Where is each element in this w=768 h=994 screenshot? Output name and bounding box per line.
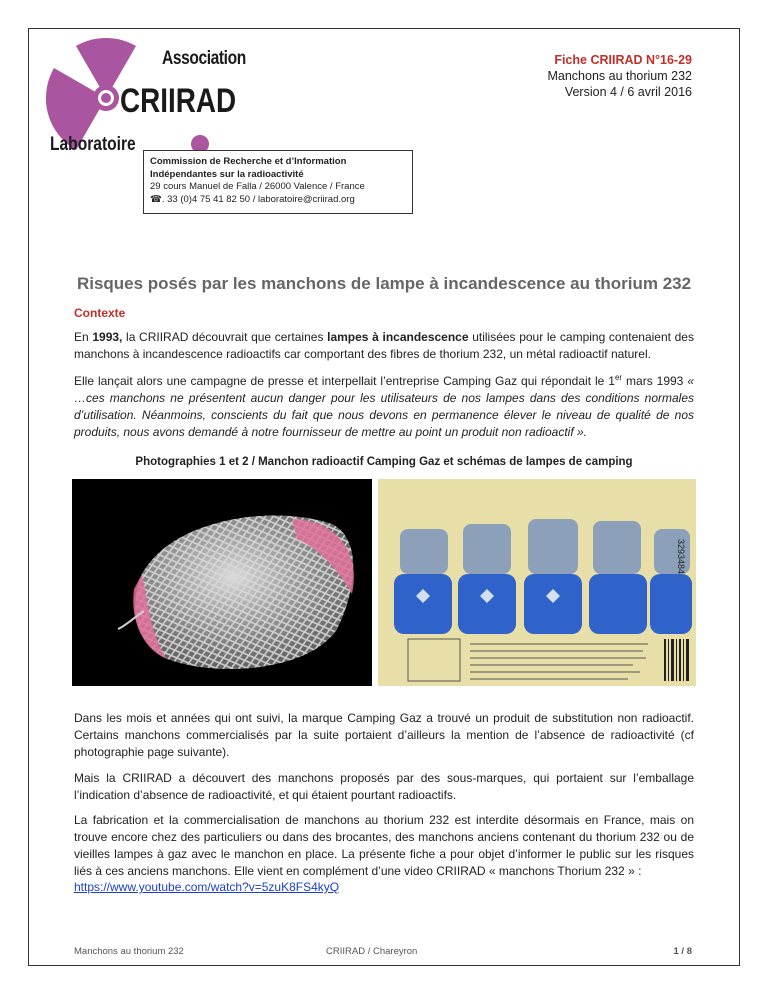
address-box (143, 150, 413, 214)
youtube-video-link[interactable]: https://www.youtube.com/watch?v=5zuK8FS4kyQ (74, 880, 340, 894)
paragraph-3: Dans les mois et années qui ont suivi, la marque Camping Gaz a trouvé un produit de substitution non radioactif. Certains manchons commercialisés par la suite portaient d’ailleurs la mention de l’absence de radioactivité (cf photographie page suivante). (74, 711, 694, 759)
photo-caption: Photographies 1 et 2 / Manchon radioactif Camping Gaz et schémas de lampes de camping (135, 456, 633, 468)
address-line-1: Commission de Recherche et d’Information (150, 156, 347, 167)
footer-page-number: 1 / 8 (673, 946, 692, 957)
footer-left: Manchons au thorium 232 (74, 946, 184, 957)
document-header (547, 52, 692, 100)
p1-year: 1993, (92, 330, 123, 344)
p1-lamps: lampes à incandescence (327, 330, 469, 344)
p2-text-a: Elle lançait alors une campagne de presse et interpellait l’entreprise Camping Gaz qui répondait le 1 (74, 374, 615, 388)
p1-text-c: la CRIIRAD découvrait que certaines (122, 330, 328, 344)
p2-sup: er (614, 373, 623, 382)
paragraph-4: Mais la CRIIRAD a découvert des manchons proposés par des sous-marques, qui portaient sur l’emballage l’indication d’absence de radioactivité, et qui étaient pourtant radioactifs. (74, 771, 694, 802)
page-title: Risques posés par les manchons de lampe à incandescence au thorium 232 (76, 274, 692, 293)
address-line-3: 29 cours Manuel de Falla / 26000 Valence / France (150, 181, 365, 192)
p1-text-e: utilisées pour le camping contenaient des manchons à incandescence radioactifs car comportant des fibres de thorium 232, un métal radioactif naturel. (74, 330, 694, 361)
address-phone-email: . 33 (0)4 75 41 82 50 / laboratoire@criirad.org (161, 193, 355, 205)
footer-center: CRIIRAD / Chareyron (326, 946, 418, 957)
logo-text-criirad: CRIIRAD (120, 82, 237, 120)
address-line-2: Indépendantes sur la radioactivité (150, 168, 304, 180)
fiche-subject: Manchons au thorium 232 (547, 69, 692, 83)
p2-quote: « …ces manchons ne présentent aucun danger pour les utilisateurs de nos lampes dans des conditions normales d’utilisation. Néanmoins, conscients du fait que nous devons en permanence élever le niveau de qualité de nos produits, nous avons demandé à notre fournisseur de mettre au point un produit non radioactif ». (74, 374, 694, 439)
photo-lamp-schematics (378, 479, 696, 686)
paragraph-5: La fabrication et la commercialisation de manchons au thorium 232 est interdite désormais en France, mais on trouve encore chez des particuliers ou dans des brocantes, des manchons anciens contenant du thorium 232 ou de vieilles lampes à gaz avec le manchon en place. La présente fiche a pour objet d’informer le public sur les risques liés à ces anciens manchons. Elle vient en complément d’une video CRIIRAD « manchons Thorium 232 » : (74, 813, 694, 878)
paragraph-2 (74, 369, 694, 441)
address-line-4 (150, 194, 406, 207)
logo-text-association: Association (162, 48, 246, 69)
section-heading: Contexte (74, 306, 126, 320)
barcode-digits: 3293484 (676, 539, 686, 575)
paragraph-1 (74, 329, 694, 363)
fiche-version: Version 4 / 6 avril 2016 (564, 85, 692, 99)
p1-text-a: En (74, 330, 93, 344)
logo-text-laboratoire: Laboratoire (50, 134, 136, 155)
p2-text-b: mars 1993 (622, 374, 688, 388)
fiche-number: Fiche CRIIRAD N°16-29 (554, 53, 692, 67)
phone-icon: ☎ (150, 193, 162, 205)
photo-mantle (72, 479, 372, 686)
